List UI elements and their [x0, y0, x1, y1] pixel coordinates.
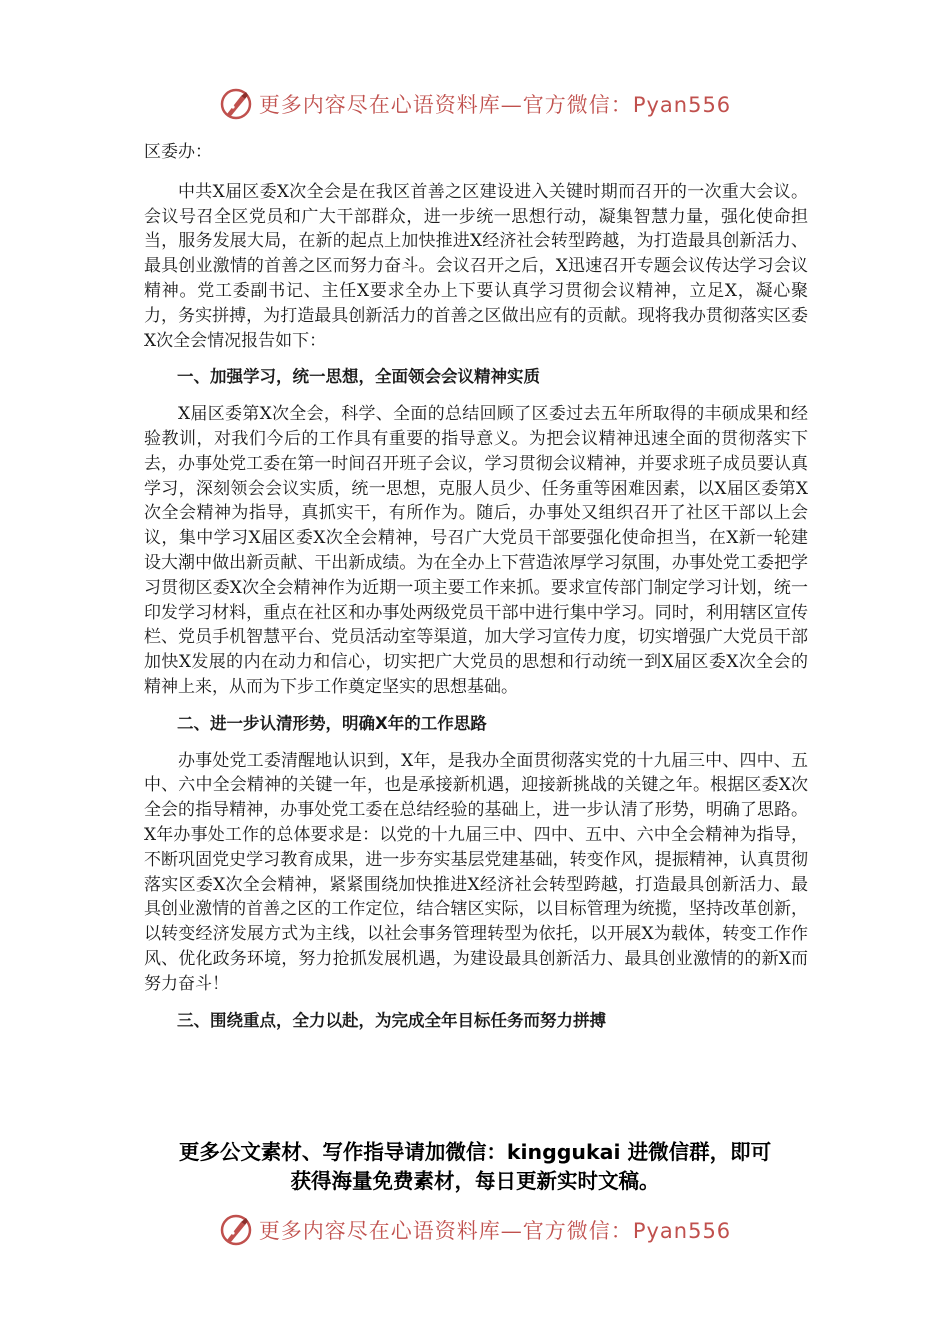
promo-line-1: 更多公文素材、写作指导请加微信：kinggukai 进微信群，即可 — [178, 1140, 772, 1164]
section-3-heading: 三、围绕重点，全力以赴，为完成全年目标任务而努力拼搏 — [177, 1010, 606, 1030]
promo-notice — [0, 1138, 950, 1196]
banner-text — [259, 1215, 731, 1245]
section-2-heading: 二、进一步认清形势，明确X年的工作思路 — [177, 713, 487, 733]
banner-wechat-id: Pyan556 — [632, 1219, 732, 1243]
banner-slogan: 更多内容尽在心语资料库—官方微信： — [258, 1219, 633, 1243]
header-banner — [0, 84, 950, 124]
footer-banner — [0, 1210, 950, 1250]
section-1-paragraph: X届区委第X次全会，科学、全面的总结回顾了区委过去五年所取得的丰硕成果和经验教训，对我们今后的工作具有重要的指导意义。为把会议精神迅速全面的贯彻落实下去，办事处党工委在第一时间召开班子会议，学习贯彻会议精神，并要求班子成员要认真学习，深刻领会会议实质，统一思想，克服人员少、任务重等困难因素，以X届区委第X次全会精神为指导，真抓实干，有所作为。随后，办事处又组织召开了社区干部以上会议，集中学习X届区委X次全会精神，号召广大党员干部要强化使命担当，在X新一轮建设大潮中做出新贡献、干出新成绩。为在全办上下营造浓厚学习氛围，办事处党工委把学习贯彻区委X次全会精神作为近期一项主要工作来抓。要求宣传部门制定学习计划，统一印发学习材料，重点在社区和办事处两级党员干部中进行集中学习。同时，利用辖区宣传栏、党员手机智慧平台、党员活动室等渠道，加大学习宣传力度，切实增强广大党员干部加快X发展的内在动力和信心，切实把广大党员的思想和行动统一到X届区委X次全会的精神上来，从而为下步工作奠定坚实的思想基础。 — [144, 404, 808, 697]
banner-wechat-id: Pyan556 — [632, 93, 732, 117]
intro-paragraph: 中共X届区委X次全会是在我区首善之区建设进入关键时期而召开的一次重大会议。会议号召全区党员和广大干部群众，进一步统一思想行动，凝集智慧力量，强化使命担当，服务发展大局，在新的起点上加快推进X经济社会转型跨越，为打造最具创新活力、最具创业激情的首善之区而努力奋斗。会议召开之后，X迅速召开专题会议传达学习会议精神。党工委副书记、主任X要求全办上下要认真学习贯彻会议精神，立足X，凝心聚力，务实拼搏，为打造最具创新活力的首善之区做出应有的贡献。现将我办贯彻落实区委X次全会情况报告如下： — [144, 181, 808, 351]
salutation: 区委办： — [144, 142, 212, 162]
section-2-paragraph: 办事处党工委清醒地认识到，X年，是我办全面贯彻落实党的十九届三中、四中、五中、六中全会精神的关键一年，也是承接新机遇，迎接新挑战的关键之年。根据区委X次全会的指导精神，办事处党工委在总结经验的基础上，进一步认清了形势，明确了思路。X年办事处工作的总体要求是：以党的十九届三中、四中、五中、六中全会精神为指导，不断巩固党史学习教育成果，进一步夯实基层党建基础，转变作风，提振精神，认真贯彻落实区委X次全会精神，紧紧围绕加快推进X经济社会转型跨越，打造最具创新活力、最具创业激情的首善之区的工作定位，结合辖区实际，以目标管理为统揽，坚持改革创新，以转变经济发展方式为主线，以社会事务管理转型为依托，以开展X为载体，转变工作作风、优化政务环境，努力抢抓发展机遇，为建设最具创新活力、最具创业激情的的新X而努力奋斗！ — [144, 750, 808, 994]
document-body — [144, 140, 808, 1045]
banner-slogan: 更多内容尽在心语资料库—官方微信： — [258, 93, 633, 117]
pen-nib-logo-icon — [219, 1213, 253, 1247]
banner-text — [259, 89, 731, 119]
section-1-heading: 一、加强学习，统一思想，全面领会会议精神实质 — [177, 367, 540, 387]
promo-line-2: 获得海量免费素材，每日更新实时文稿。 — [290, 1169, 660, 1193]
pen-nib-logo-icon — [219, 87, 253, 121]
